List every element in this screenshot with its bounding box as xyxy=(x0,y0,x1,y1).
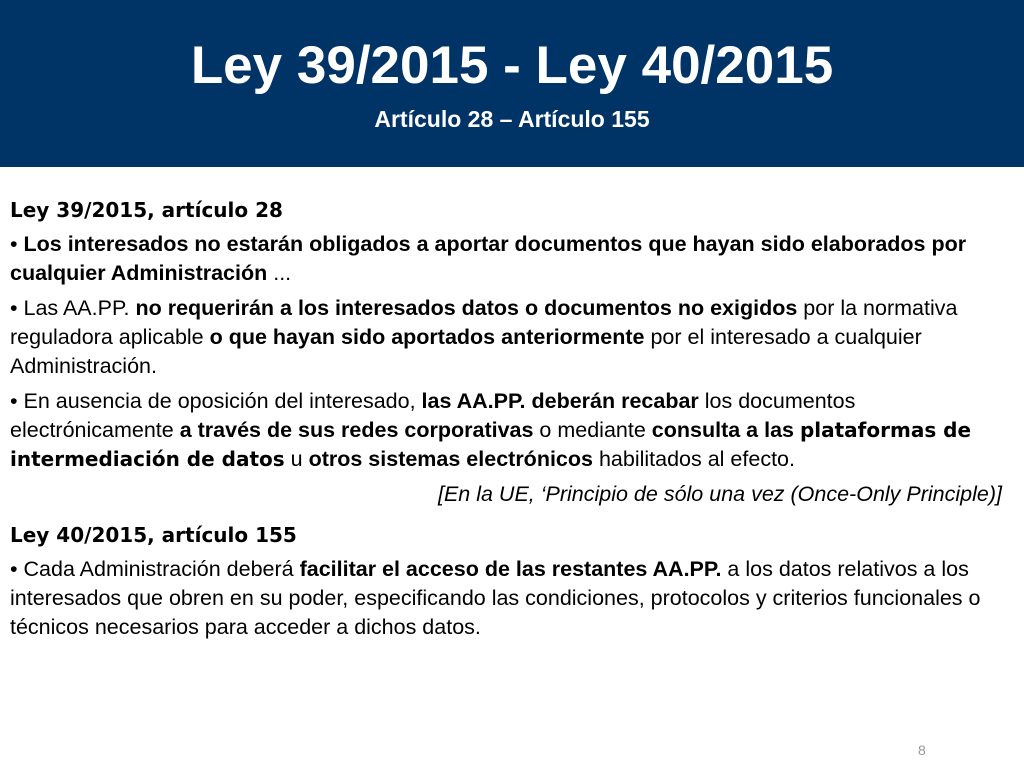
section-heading-ley-40: Ley 40/2015, artículo 155 xyxy=(10,523,297,547)
bullet-emphasis: Los interesados no estarán obligados a aportar documentos que hayan sido elaborados por cualquier Administración xyxy=(10,232,967,285)
bullet-text: o mediante xyxy=(533,418,652,442)
bullet-1 xyxy=(10,230,1010,288)
page-number: 8 xyxy=(918,742,926,758)
bullet-emphasis: otros sistemas electrónicos xyxy=(308,447,593,471)
bullet-text: los documentos electrónicamente xyxy=(10,389,856,442)
bullet-emphasis: o que hayan sido aportados anteriormente xyxy=(209,325,645,349)
bullet-text: ... xyxy=(267,261,292,285)
bullet-text: • Las AA.PP. xyxy=(10,296,136,320)
slide-subtitle: Artículo 28 – Artículo 155 xyxy=(374,106,650,132)
bullet-text: u xyxy=(284,447,309,471)
bullet-text: a los datos relativos a los interesados que obren en su poder, especificando las condiciones, protocolos y criterios funcionales o técnicos necesarios para acceder a dichos datos. xyxy=(10,557,981,639)
bullet-emphasis: no requerirán a los interesados datos o documentos no exigidos xyxy=(135,296,798,320)
bullet-text: por el interesado a cualquier Administración. xyxy=(10,325,922,378)
bullet-emphasis: a través de sus redes corporativas xyxy=(179,418,534,442)
bullet-text: • Cada Administración deberá xyxy=(10,557,300,581)
bullet-4 xyxy=(10,555,1010,642)
slide-content xyxy=(10,196,1010,648)
bullet-emphasis-wide: plataformas de intermediación de datos xyxy=(10,418,972,471)
bullet-text: habilitados al efecto. xyxy=(592,447,795,471)
bullet-text: por la normativa reguladora aplicable xyxy=(10,296,958,349)
bullet-emphasis: facilitar el acceso de las restantes AA.PP. xyxy=(299,557,722,581)
header-banner xyxy=(0,0,1024,167)
section-heading-ley-39: Ley 39/2015, artículo 28 xyxy=(10,198,283,222)
slide-title: Ley 39/2015 - Ley 40/2015 xyxy=(190,36,834,95)
bullet-3 xyxy=(10,387,1010,474)
bullet-text: • En ausencia de oposición del interesado, xyxy=(10,389,422,413)
bullet-emphasis: las AA.PP. deberán recabar xyxy=(421,389,699,413)
bullet-emphasis: consulta a las xyxy=(651,418,800,442)
bullet-2 xyxy=(10,294,1010,381)
bullet-text: • xyxy=(10,232,24,256)
once-only-note: [En la UE, ‘Principio de sólo una vez (Once-Only Principle)] xyxy=(437,482,1002,506)
